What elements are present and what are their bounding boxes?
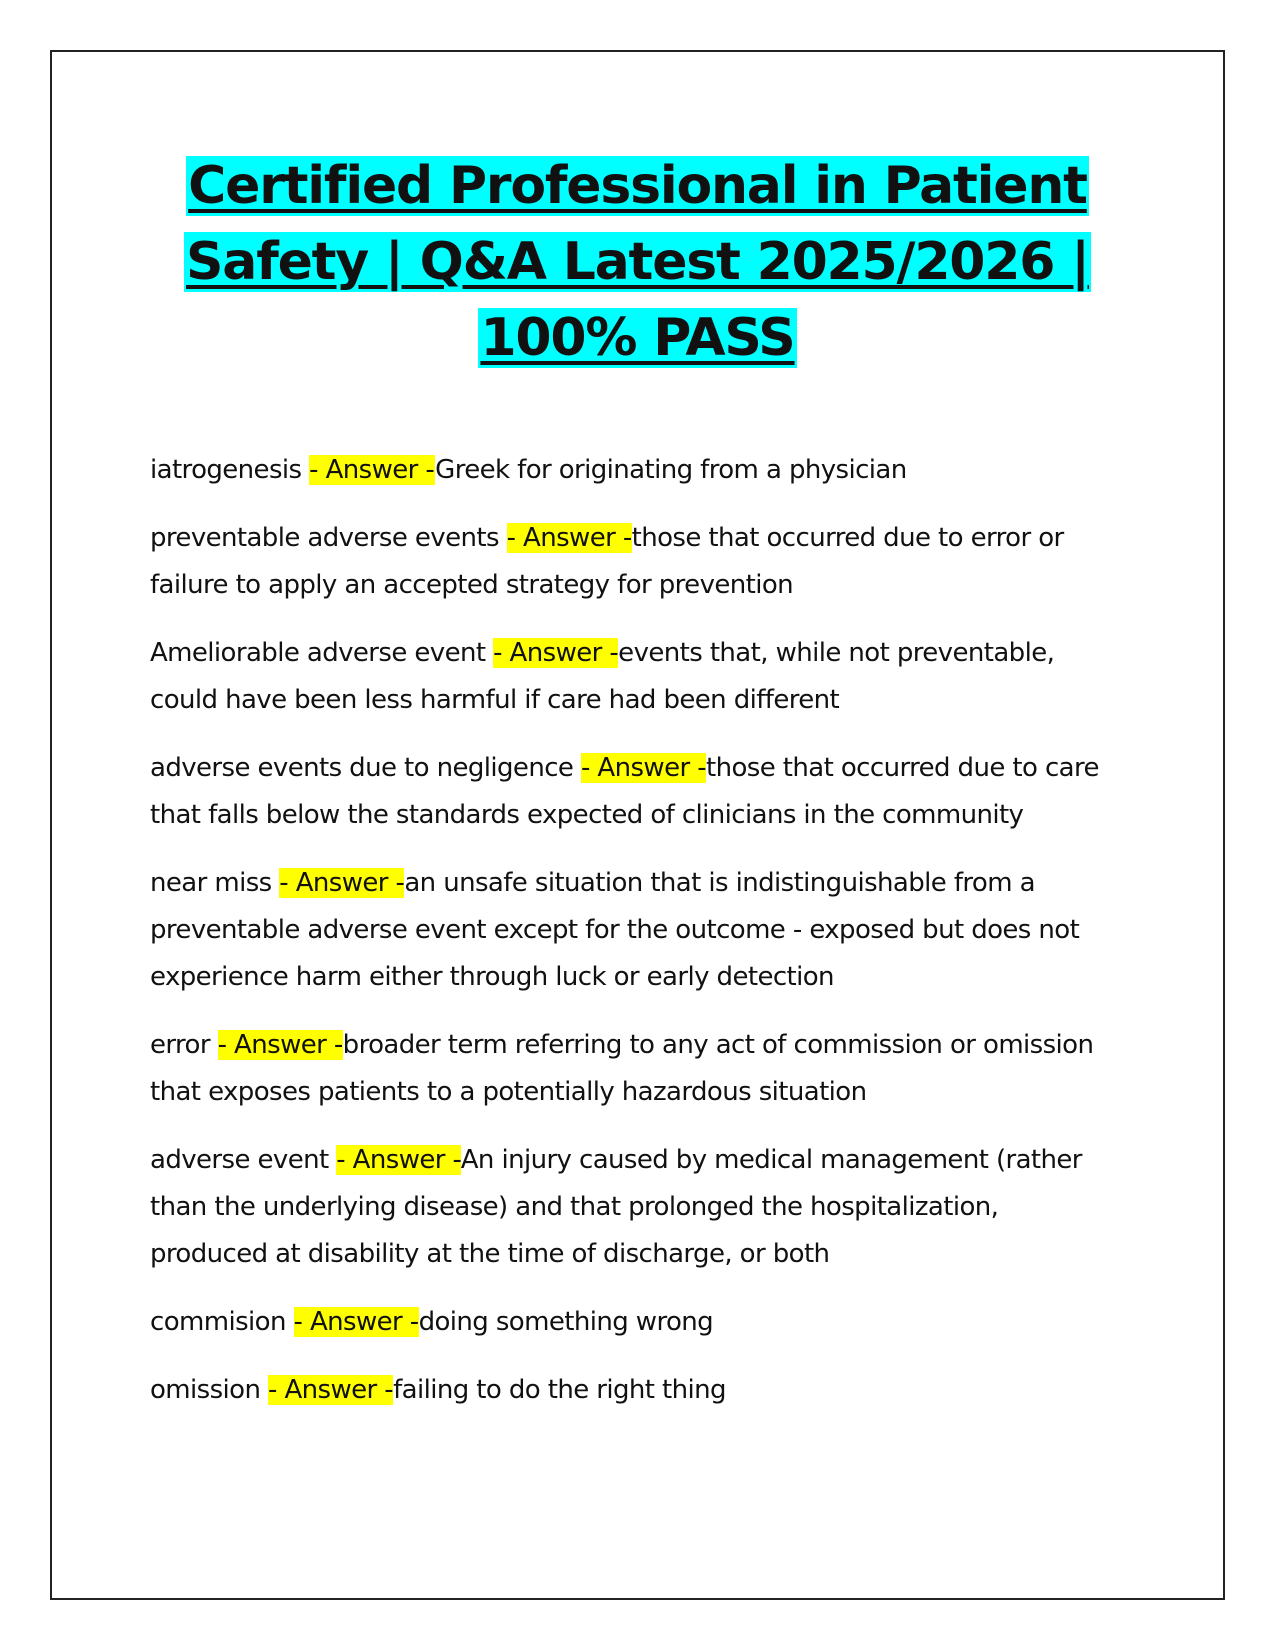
qa-definition: An injury caused by medical management (rather than the underlying disease) and that prolonged the hospitalization, produced at disability at the time of discharge, or both	[150, 1145, 1082, 1269]
title-line-3	[130, 300, 1145, 376]
qa-item	[150, 1367, 1110, 1414]
answer-marker: - Answer -	[293, 1307, 419, 1337]
qa-term: adverse event	[150, 1145, 337, 1175]
qa-item	[150, 1022, 1110, 1116]
answer-marker: - Answer -	[493, 638, 619, 668]
qa-definition: failing to do the right thing	[393, 1375, 726, 1405]
answer-marker: - Answer -	[268, 1375, 394, 1405]
title-highlight: 100% PASS	[480, 308, 795, 368]
qa-definition: Greek for originating from a physician	[435, 455, 907, 485]
qa-term: near miss	[150, 868, 280, 898]
qa-item	[150, 447, 1110, 494]
qa-item	[150, 1137, 1110, 1278]
title-highlight: Certified Professional in Patient	[188, 156, 1087, 216]
qa-definition: those that occurred due to error or failure to apply an accepted strategy for prevention	[150, 523, 1064, 600]
qa-definition: those that occurred due to care that falls below the standards expected of clinicians in the community	[150, 753, 1099, 830]
qa-definition: events that, while not preventable, could have been less harmful if care had been different	[150, 638, 1055, 715]
title-line-2	[130, 224, 1145, 300]
answer-marker: - Answer -	[279, 868, 405, 898]
qa-definition: an unsafe situation that is indistinguishable from a preventable adverse event except for the outcome - exposed but does not experience harm either through luck or early detection	[150, 868, 1080, 992]
qa-term: preventable adverse events	[150, 523, 507, 553]
qa-definition: doing something wrong	[418, 1307, 714, 1337]
qa-term: error	[150, 1030, 218, 1060]
qa-item	[150, 745, 1110, 839]
title-line-1	[130, 148, 1145, 224]
answer-marker: - Answer -	[217, 1030, 343, 1060]
qa-item	[150, 1299, 1110, 1346]
answer-marker: - Answer -	[506, 523, 632, 553]
answer-marker: - Answer -	[580, 753, 707, 783]
qa-term: iatrogenesis	[150, 455, 310, 485]
document-title	[130, 148, 1145, 376]
answer-marker: - Answer -	[309, 455, 436, 485]
qa-item	[150, 515, 1110, 609]
qa-term: Ameliorable adverse event	[150, 638, 494, 668]
qa-list	[150, 447, 1110, 1435]
qa-term: adverse events due to negligence	[150, 753, 581, 783]
qa-item	[150, 860, 1110, 1001]
qa-term: commision	[150, 1307, 294, 1337]
qa-item	[150, 630, 1110, 724]
answer-marker: - Answer -	[336, 1145, 461, 1175]
qa-definition: broader term referring to any act of commission or omission that exposes patients to a potentially hazardous situation	[150, 1030, 1094, 1107]
title-highlight: Safety | Q&A Latest 2025/2026 |	[186, 232, 1089, 292]
qa-term: omission	[150, 1375, 269, 1405]
